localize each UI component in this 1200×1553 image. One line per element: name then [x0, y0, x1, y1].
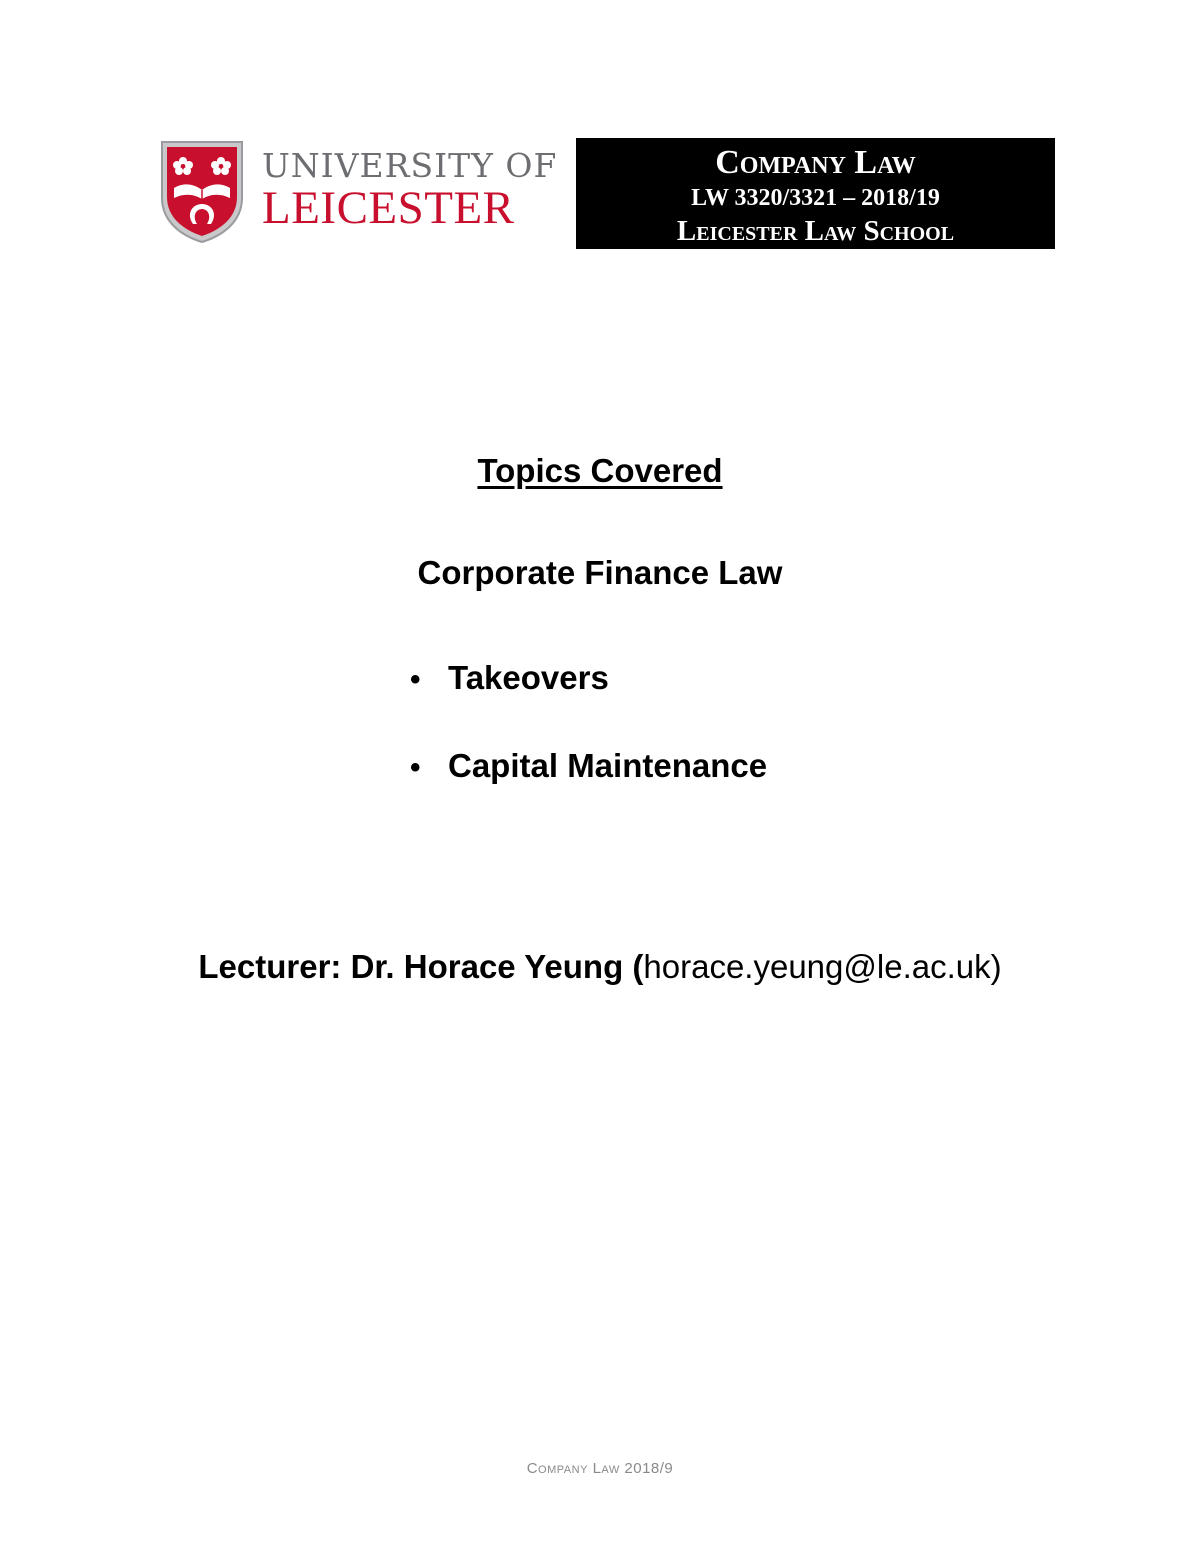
lecturer-email: horace.yeung@le.ac.uk	[643, 948, 991, 985]
topic-label: Capital Maintenance	[448, 747, 768, 784]
list-item	[410, 656, 767, 744]
page-footer: Company Law 2018/9	[526, 1460, 674, 1477]
course-info-box	[576, 138, 1055, 249]
list-item	[410, 744, 767, 832]
bullet-icon: •	[410, 751, 421, 784]
logo-leicester: LEICESTER	[262, 182, 515, 234]
crest-shield-icon	[160, 140, 244, 244]
university-logo	[160, 140, 558, 246]
topic-label: Takeovers	[448, 659, 609, 696]
course-school: Leicester Law School	[676, 215, 955, 247]
course-code: LW 3320/3321 – 2018/19	[691, 185, 940, 211]
lecturer-close-paren: )	[990, 948, 1002, 985]
lecturer-name: Lecturer: Dr. Horace Yeung	[198, 948, 624, 985]
logo-university-of: UNIVERSITY OF	[262, 146, 558, 185]
section-title: Corporate Finance Law	[417, 554, 783, 591]
course-title: Company Law	[715, 144, 916, 181]
bullet-icon: •	[410, 663, 421, 696]
logo-wordmark	[262, 148, 557, 232]
lecturer-line	[0, 948, 1200, 986]
lecturer-open-paren: (	[632, 948, 644, 985]
topic-list	[410, 656, 767, 832]
topics-heading: Topics Covered	[477, 452, 723, 489]
